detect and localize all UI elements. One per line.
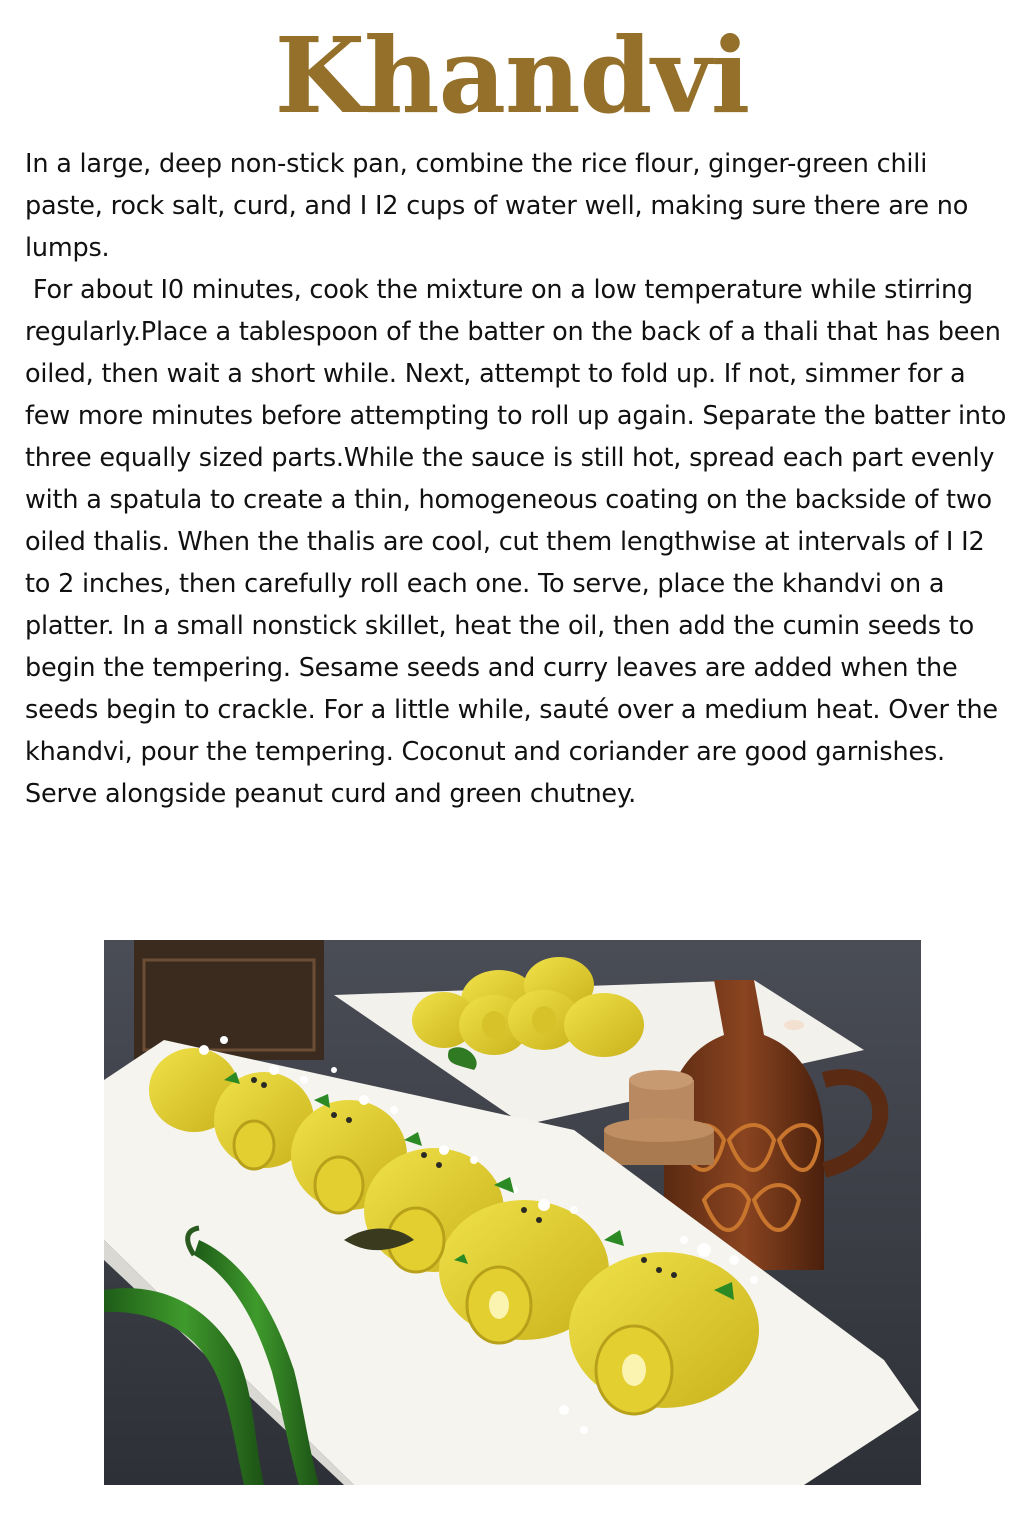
instructions-paragraph-2: For about I0 minutes, cook the mixture on a low temperature while stirring regularly.Place a tablespoon of the batter on the back of a thali that has been oiled, then wait a short while. Next, attempt to fold up. If not, simmer for a few more minutes before attempting to roll up again. Separate the batter into three equally sized parts.While the sauce is still hot, spread each part evenly with a spatula to create a thin, homogeneous coating on the backside of two oiled thalis. When the thalis are cool, cut them lengthwise at intervals of I I2 to 2 inches, then carefully roll each one. To serve, place the khandvi on a platter. In a small nonstick skillet, heat the oil, then add the cumin seeds to begin the tempering. Sesame seeds and curry leaves are added when the seeds begin to crackle. For a little while, sauté over a medium heat. Over the khandvi, pour the tempering. Coconut and coriander are good garnishes. Serve alongside peanut curd and green chutney. xyxy=(25,275,1014,809)
khandvi-photo xyxy=(104,940,921,1485)
page-title: Khandvi xyxy=(274,14,750,137)
instructions-paragraph-1: In a large, deep non-stick pan, combine the rice flour, ginger-green chili paste, rock salt, curd, and I I2 cups of water well, making sure there are no lumps. xyxy=(25,149,977,263)
recipe-instructions xyxy=(25,143,1014,815)
